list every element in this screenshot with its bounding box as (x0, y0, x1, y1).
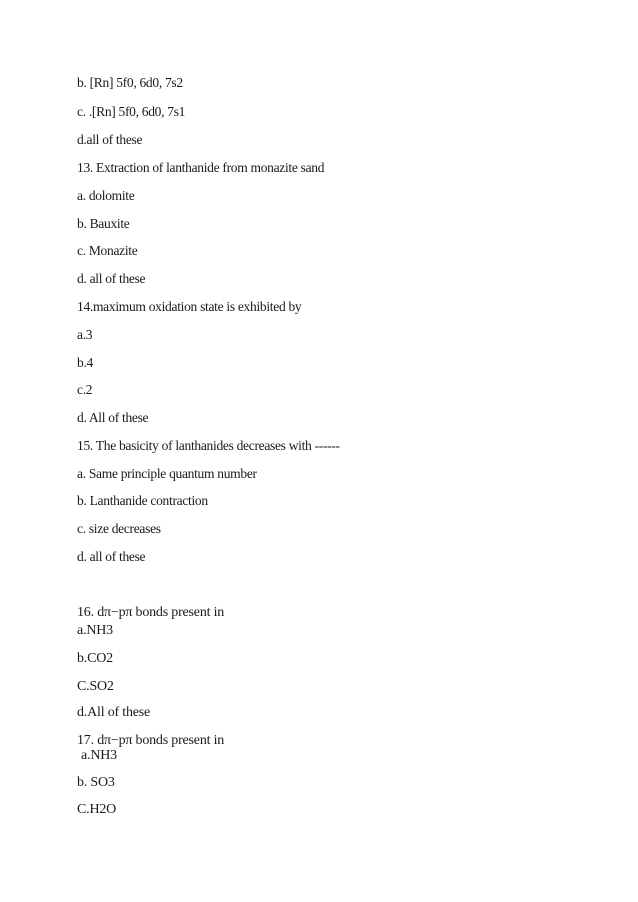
question-14: 14.maximum oxidation state is exhibited by (77, 299, 302, 314)
option-b-q16: b.CO2 (77, 651, 113, 666)
option-c-q14: c.2 (77, 382, 93, 397)
option-a-q15: a. Same principle quantum number (77, 466, 257, 481)
option-a-q14: a.3 (77, 327, 93, 342)
option-d-q12: d.all of these (77, 132, 143, 147)
option-d-q15: d. all of these (77, 549, 146, 564)
option-c-q12: c. .[Rn] 5f0, 6d0, 7s1 (77, 104, 186, 119)
option-a-q17: a.NH3 (81, 748, 117, 763)
option-c-q13: c. Monazite (77, 243, 138, 258)
option-b-q14: b.4 (77, 355, 93, 370)
option-b-q13: b. Bauxite (77, 216, 130, 231)
question-15: 15. The basicity of lanthanides decreases with ------ (77, 438, 340, 453)
option-b-q12: b. [Rn] 5f0, 6d0, 7s2 (77, 75, 183, 90)
question-13: 13. Extraction of lanthanide from monazite sand (77, 160, 325, 175)
option-c-q16: C.SO2 (77, 679, 114, 694)
option-a-q16: a.NH3 (77, 623, 113, 638)
option-a-q13: a. dolomite (77, 188, 135, 203)
question-16: 16. dπ−pπ bonds present in (77, 605, 225, 620)
option-d-q16: d.All of these (77, 705, 151, 720)
option-b-q17: b. SO3 (77, 775, 115, 790)
question-17: 17. dπ−pπ bonds present in (77, 733, 225, 748)
option-d-q14: d. All of these (77, 410, 149, 425)
option-d-q13: d. all of these (77, 271, 146, 286)
option-c-q15: c. size decreases (77, 521, 161, 536)
option-b-q15: b. Lanthanide contraction (77, 493, 208, 508)
option-c-q17: C.H2O (77, 802, 117, 817)
